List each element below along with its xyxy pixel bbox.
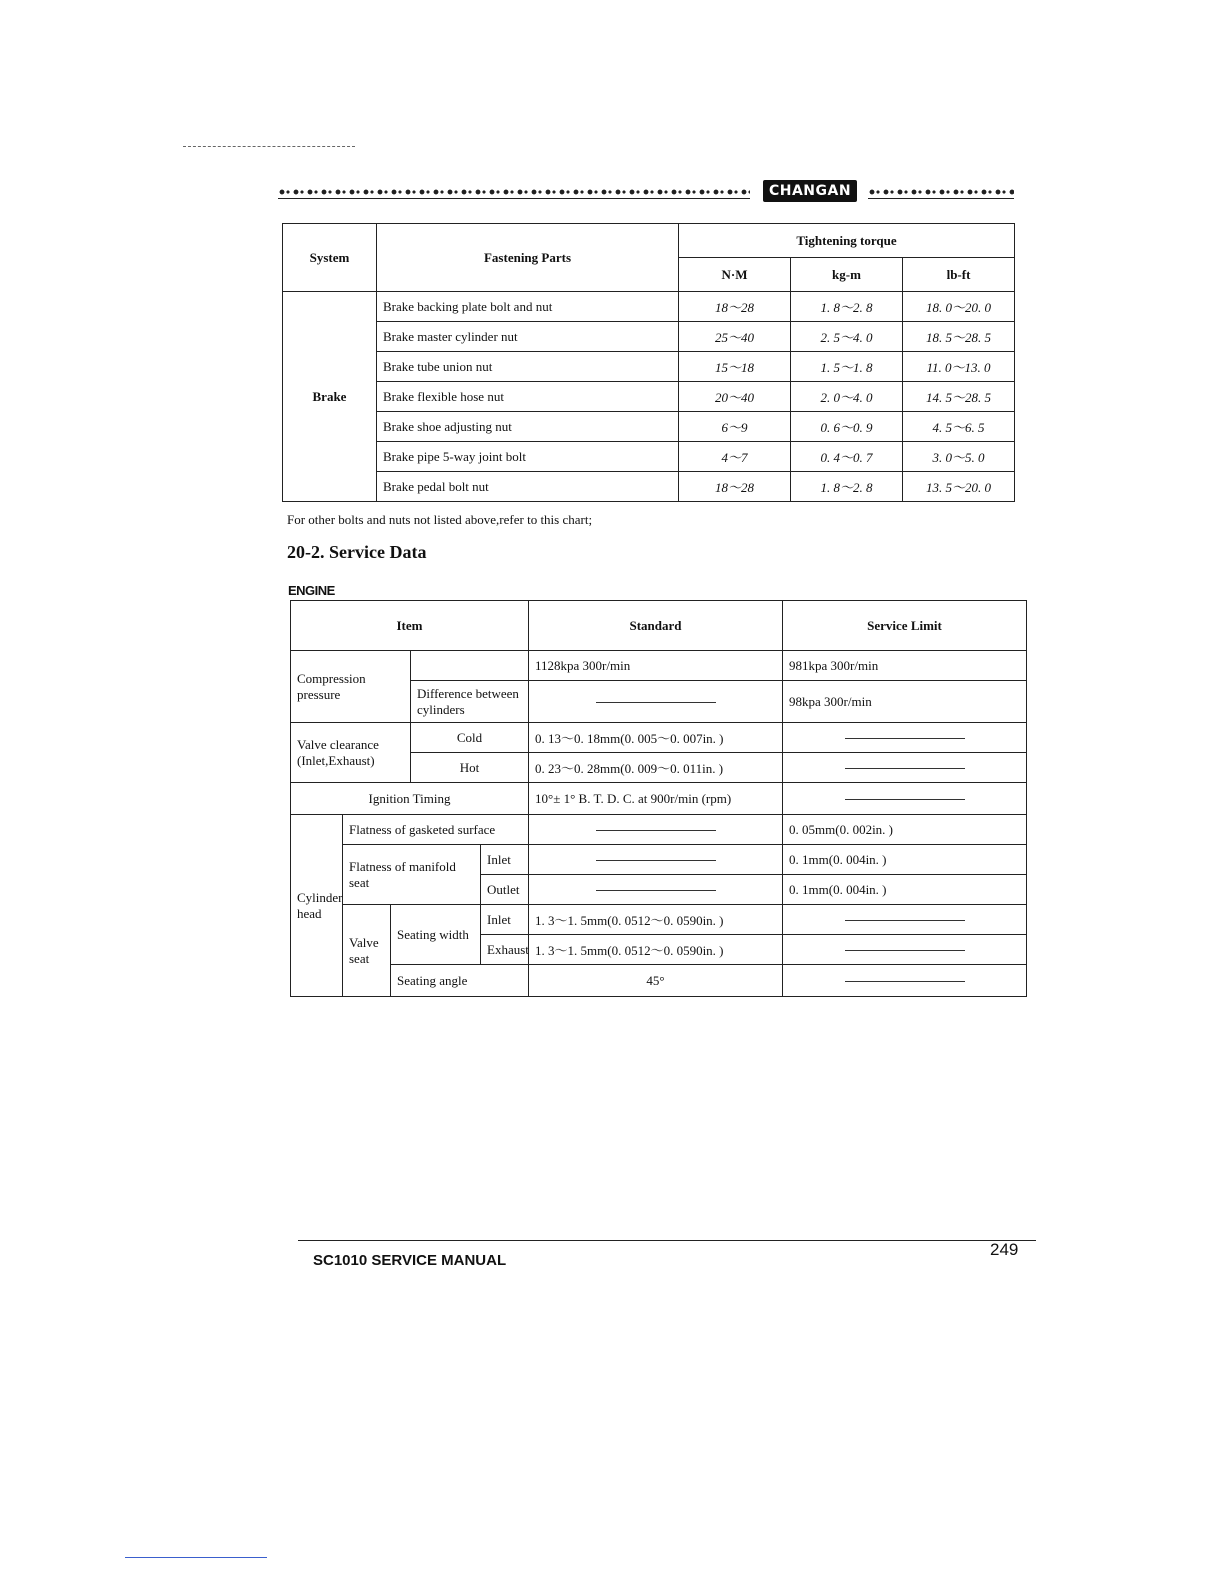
seat-inlet-limit <box>783 905 1027 935</box>
manifold-inlet: Inlet <box>481 845 529 875</box>
valve-clearance-hot-limit <box>783 753 1027 783</box>
part-name: Brake tube union nut <box>377 352 679 382</box>
seat-exhaust-standard: 1. 3～1. 5mm(0. 0512～0. 0590in. ) <box>529 935 783 965</box>
footer-title: SC1010 SERVICE MANUAL <box>313 1252 507 1269</box>
compression-standard: 1128kpa 300r/min <box>529 651 783 681</box>
table-row <box>291 815 1027 845</box>
table-row <box>291 845 1027 875</box>
dash <box>596 702 716 703</box>
table-row <box>283 412 1015 442</box>
table-row <box>291 651 1027 681</box>
dash <box>845 981 965 982</box>
section-title: 20-2. Service Data <box>287 542 427 562</box>
torque-kgm: 1. 8～2. 8 <box>791 472 903 502</box>
flatness-gasket-label: Flatness of gasketed surface <box>343 815 529 845</box>
torque-kgm: 2. 5～4. 0 <box>791 322 903 352</box>
footer-rule <box>298 1240 1036 1241</box>
header-standard: Standard <box>529 601 783 651</box>
dash <box>845 738 965 739</box>
table-row <box>283 352 1015 382</box>
changan-logo: CHANGAN <box>763 180 857 202</box>
torque-lbft: 18. 5～28. 5 <box>903 322 1015 352</box>
part-name: Brake master cylinder nut <box>377 322 679 352</box>
valve-clearance-hot-standard: 0. 23～0. 28mm(0. 009～0. 011in. ) <box>529 753 783 783</box>
table-row <box>291 905 1027 935</box>
dash <box>845 768 965 769</box>
system-brake: Brake <box>283 292 377 502</box>
compression-blank <box>411 651 529 681</box>
seating-angle-limit <box>783 965 1027 997</box>
torque-nm: 25～40 <box>679 322 791 352</box>
header-ornament-right <box>868 186 1014 199</box>
engine-label: ENGINE <box>288 583 335 598</box>
table-row <box>283 292 1015 322</box>
torque-lbft: 3. 0～5. 0 <box>903 442 1015 472</box>
seating-width-label: Seating width <box>391 905 481 965</box>
table-row <box>283 472 1015 502</box>
torque-kgm: 0. 6～0. 9 <box>791 412 903 442</box>
compression-difference-label: Difference between cylinders <box>411 681 529 723</box>
dash <box>596 890 716 891</box>
valve-clearance-cold-limit <box>783 723 1027 753</box>
valve-clearance-hot: Hot <box>411 753 529 783</box>
compression-label: Compression pressure <box>291 651 411 723</box>
seat-exhaust-limit <box>783 935 1027 965</box>
torque-lbft: 18. 0～20. 0 <box>903 292 1015 322</box>
bottom-rule <box>125 1557 267 1558</box>
dash <box>845 799 965 800</box>
table-row <box>291 965 1027 997</box>
seat-exhaust: Exhaust <box>481 935 529 965</box>
torque-kgm: 2. 0～4. 0 <box>791 382 903 412</box>
header-fastening-parts: Fastening Parts <box>377 224 679 292</box>
header-ornament-left <box>278 186 750 199</box>
flatness-manifold-label: Flatness of manifold seat <box>343 845 481 905</box>
torque-nm: 15～18 <box>679 352 791 382</box>
manifold-outlet-limit: 0. 1mm(0. 004in. ) <box>783 875 1027 905</box>
manifold-inlet-limit: 0. 1mm(0. 004in. ) <box>783 845 1027 875</box>
torque-lbft: 14. 5～28. 5 <box>903 382 1015 412</box>
table-row <box>283 442 1015 472</box>
compression-difference-limit: 98kpa 300r/min <box>783 681 1027 723</box>
torque-nm: 18～28 <box>679 472 791 502</box>
part-name: Brake backing plate bolt and nut <box>377 292 679 322</box>
seating-angle-standard: 45° <box>529 965 783 997</box>
ignition-timing-label: Ignition Timing <box>291 783 529 815</box>
valve-clearance-cold-standard: 0. 13～0. 18mm(0. 005～0. 007in. ) <box>529 723 783 753</box>
dash <box>596 830 716 831</box>
header-nm: N·M <box>679 258 791 292</box>
part-name: Brake pedal bolt nut <box>377 472 679 502</box>
header-kgm: kg-m <box>791 258 903 292</box>
ignition-timing-standard: 10°± 1° B. T. D. C. at 900r/min (rpm) <box>529 783 783 815</box>
seat-inlet: Inlet <box>481 905 529 935</box>
valve-clearance-cold: Cold <box>411 723 529 753</box>
valve-seat-label: Valve seat <box>343 905 391 997</box>
table-row <box>291 723 1027 753</box>
header-service-limit: Service Limit <box>783 601 1027 651</box>
header-tightening-torque: Tightening torque <box>679 224 1015 258</box>
header-rule <box>183 146 355 147</box>
table-note: For other bolts and nuts not listed above,refer to this chart; <box>287 512 593 527</box>
seating-angle-label: Seating angle <box>391 965 529 997</box>
compression-difference-standard <box>529 681 783 723</box>
header-lbft: lb-ft <box>903 258 1015 292</box>
table-row <box>283 382 1015 412</box>
seat-inlet-standard: 1. 3～1. 5mm(0. 0512～0. 0590in. ) <box>529 905 783 935</box>
table-row <box>283 322 1015 352</box>
manifold-outlet-standard <box>529 875 783 905</box>
part-name: Brake pipe 5-way joint bolt <box>377 442 679 472</box>
torque-lbft: 11. 0～13. 0 <box>903 352 1015 382</box>
service-data-table <box>290 600 1027 997</box>
torque-kgm: 0. 4～0. 7 <box>791 442 903 472</box>
compression-limit: 981kpa 300r/min <box>783 651 1027 681</box>
dash <box>845 950 965 951</box>
ignition-timing-limit <box>783 783 1027 815</box>
header-system: System <box>283 224 377 292</box>
torque-nm: 6～9 <box>679 412 791 442</box>
part-name: Brake flexible hose nut <box>377 382 679 412</box>
flatness-gasket-standard <box>529 815 783 845</box>
manifold-outlet: Outlet <box>481 875 529 905</box>
table-row <box>291 783 1027 815</box>
torque-kgm: 1. 8～2. 8 <box>791 292 903 322</box>
dash <box>845 920 965 921</box>
torque-nm: 18～28 <box>679 292 791 322</box>
dash <box>596 860 716 861</box>
torque-table <box>282 223 1015 502</box>
header-item: Item <box>291 601 529 651</box>
torque-lbft: 13. 5～20. 0 <box>903 472 1015 502</box>
cylinder-head-label: Cylinder head <box>291 815 343 997</box>
torque-nm: 20～40 <box>679 382 791 412</box>
torque-nm: 4～7 <box>679 442 791 472</box>
torque-kgm: 1. 5～1. 8 <box>791 352 903 382</box>
part-name: Brake shoe adjusting nut <box>377 412 679 442</box>
valve-clearance-label: Valve clearance (Inlet,Exhaust) <box>291 723 411 783</box>
page-number: 249 <box>990 1240 1019 1259</box>
manifold-inlet-standard <box>529 845 783 875</box>
torque-lbft: 4. 5～6. 5 <box>903 412 1015 442</box>
flatness-gasket-limit: 0. 05mm(0. 002in. ) <box>783 815 1027 845</box>
